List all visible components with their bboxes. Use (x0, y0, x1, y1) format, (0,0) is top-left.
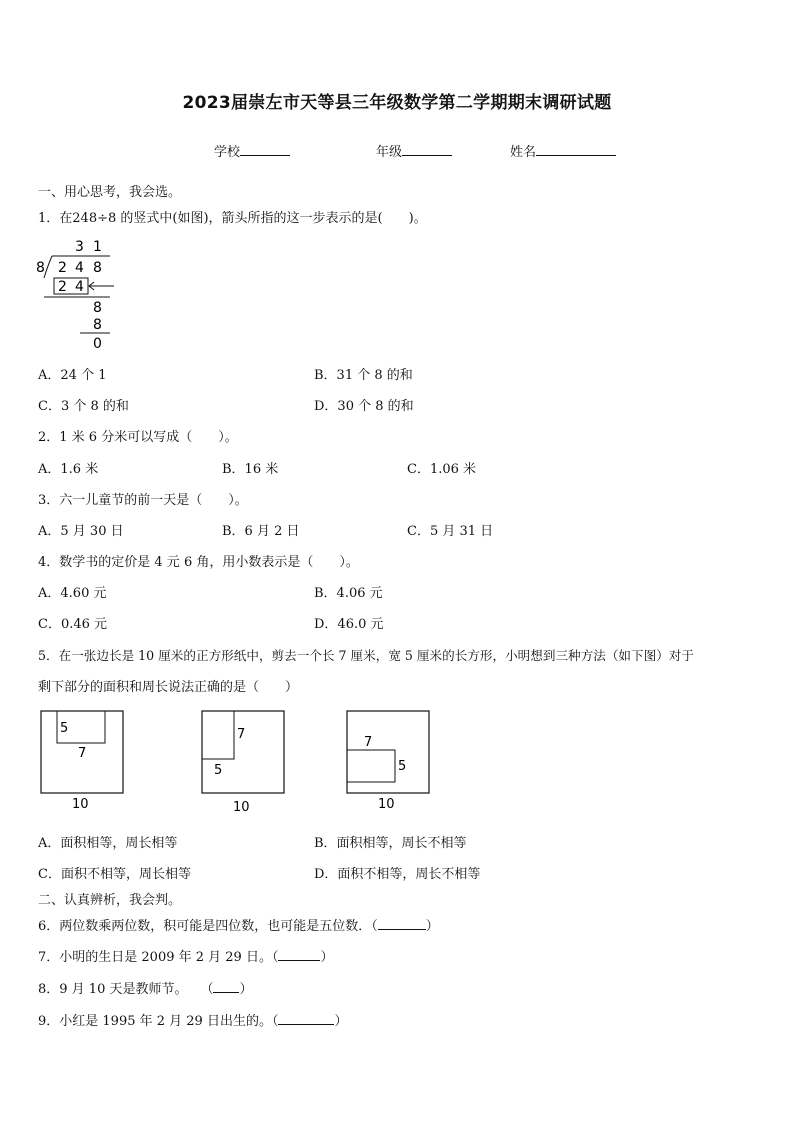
q4-option-b[interactable]: B．4.06 元 (314, 586, 383, 601)
q1-option-a[interactable]: A．24 个 1 (38, 368, 107, 383)
final-remainder: 0 (93, 336, 102, 352)
step1-digit-1: 2 (58, 279, 67, 295)
fig1-length-label: 7 (78, 746, 87, 761)
q2-option-a[interactable]: A．1.6 米 (38, 462, 99, 477)
fig2-length-label: 7 (237, 727, 246, 742)
q6-text: 6．两位数乘两位数，积可能是四位数，也可能是五位数．（ (38, 919, 378, 934)
q5-option-c[interactable]: C．面积不相等，周长相等 (38, 867, 191, 882)
school-label: 学校 (214, 145, 241, 160)
q4-option-c[interactable]: C．0.46 元 (38, 617, 108, 632)
q3-option-c[interactable]: C．5 月 31 日 (407, 524, 494, 539)
q5-option-a[interactable]: A．面积相等，周长相等 (38, 836, 178, 851)
q9-answer-blank[interactable] (278, 1012, 334, 1025)
q3-option-a[interactable]: A．5 月 30 日 (38, 524, 124, 539)
q9-text: 9．小红是 1995 年 2 月 29 日出生的。（ (38, 1014, 279, 1029)
fig1-side-label: 10 (72, 797, 89, 812)
q1-option-b[interactable]: B．31 个 8 的和 (314, 368, 413, 383)
divisor: 8 (36, 260, 45, 276)
q3-option-b[interactable]: B．6 月 2 日 (222, 524, 300, 539)
q5-figure-1 (38, 708, 128, 814)
q7-close: ） (320, 950, 334, 965)
fig1-width-label: 5 (60, 721, 69, 736)
grade-field[interactable] (376, 141, 452, 160)
school-blank[interactable] (240, 143, 290, 156)
q6 (38, 915, 439, 934)
q8-text: 8．9 月 10 天是教师节。 （ (38, 982, 214, 997)
q8-answer-blank[interactable] (213, 980, 239, 993)
q2-option-b[interactable]: B．16 米 (222, 462, 279, 477)
section-2-heading: 二、认真辨析，我会判。 (38, 893, 182, 908)
page-title: 2023届崇左市天等县三年级数学第二学期期末调研试题 (182, 93, 612, 113)
q7 (38, 946, 333, 965)
q6-answer-blank[interactable] (378, 917, 426, 930)
school-field[interactable] (214, 141, 290, 160)
q5-option-b[interactable]: B．面积相等，周长不相等 (314, 836, 467, 851)
q7-answer-blank[interactable] (278, 948, 320, 961)
q2-stem: 2．1 米 6 分米可以写成（ ）。 (38, 430, 238, 445)
quotient-digit-2: 1 (93, 239, 102, 255)
q8 (38, 978, 253, 997)
q4-option-a[interactable]: A．4.60 元 (38, 586, 107, 601)
q2-option-c[interactable]: C．1.06 米 (407, 462, 477, 477)
q8-close: ） (239, 982, 253, 997)
step2-value: 8 (93, 317, 102, 333)
q7-text: 7．小明的生日是 2009 年 2 月 29 日。（ (38, 950, 279, 965)
name-label: 姓名 (510, 145, 537, 160)
q1-option-c[interactable]: C．3 个 8 的和 (38, 399, 129, 414)
q5-stem-line-1: 5．在一张边长是 10 厘米的正方形纸中，剪去一个长 7 厘米，宽 5 厘米的长方形，小明想到三种方法（如下图）对于 (38, 648, 694, 663)
dividend-digit-1: 2 (58, 260, 67, 276)
name-field[interactable] (510, 141, 616, 160)
q5-figure-2 (199, 708, 289, 816)
q9 (38, 1010, 347, 1029)
q1-option-d[interactable]: D．30 个 8 的和 (314, 399, 414, 414)
q3-stem: 3．六一儿童节的前一天是（ ）。 (38, 493, 248, 508)
fig3-side-label: 10 (378, 797, 395, 812)
q9-close: ） (334, 1014, 348, 1029)
q4-option-d[interactable]: D．46.0 元 (314, 617, 384, 632)
q4-stem: 4．数学书的定价是 4 元 6 角，用小数表示是（ ）。 (38, 555, 359, 570)
fig2-side-label: 10 (233, 800, 250, 815)
fig3-width-label: 5 (398, 759, 407, 774)
q6-close: ） (425, 919, 439, 934)
q1-stem: 1．在248÷8 的竖式中(如图)，箭头所指的这一步表示的是( )。 (38, 211, 427, 226)
long-division-figure (30, 234, 130, 352)
q5-stem-line-2: 剩下部分的面积和周长说法正确的是（ ） (38, 680, 299, 695)
dividend-digit-3: 8 (93, 260, 102, 276)
name-blank[interactable] (536, 143, 616, 156)
step1-digit-2: 4 (75, 279, 84, 295)
section-1-heading: 一、用心思考，我会选。 (38, 185, 182, 200)
grade-blank[interactable] (402, 143, 452, 156)
q5-figure-3 (344, 708, 434, 814)
remainder-1: 8 (93, 300, 102, 316)
dividend-digit-2: 4 (75, 260, 84, 276)
q5-option-d[interactable]: D．面积不相等，周长不相等 (314, 867, 481, 882)
quotient-digit-1: 3 (75, 239, 84, 255)
fig2-width-label: 5 (214, 763, 223, 778)
grade-label: 年级 (376, 145, 403, 160)
fig3-length-label: 7 (364, 735, 373, 750)
